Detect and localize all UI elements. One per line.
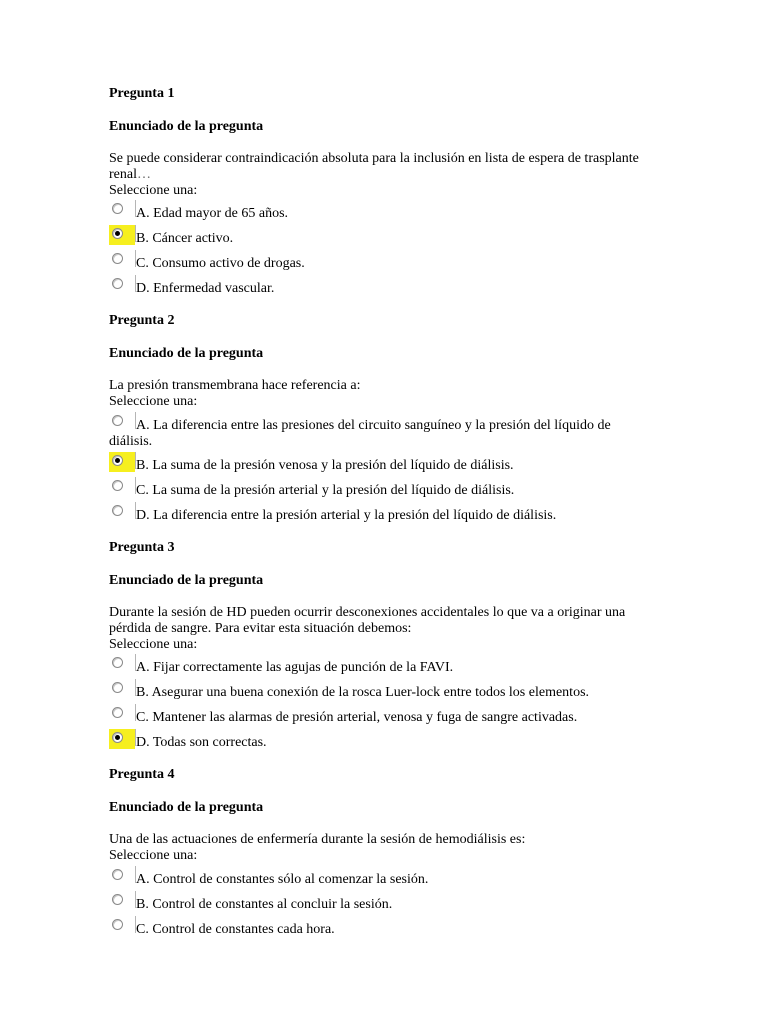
question-4-options (109, 866, 649, 941)
q3-option-b[interactable]: B. Asegurar una buena conexión de la rosca Luer-lock entre todos los elementos. (109, 679, 649, 704)
question-4-title: Pregunta 4 (109, 767, 175, 782)
question-3-prompt: Seleccione una: (109, 637, 198, 652)
q3-option-d[interactable]: D. Todas son correctas. (109, 729, 649, 754)
radio-selected-icon[interactable] (112, 228, 123, 239)
question-3-title: Pregunta 3 (109, 540, 175, 555)
question-4-statement-label: Enunciado de la pregunta (109, 800, 264, 815)
radio-selected-icon[interactable] (112, 455, 123, 466)
question-2-title: Pregunta 2 (109, 313, 175, 328)
q1-option-c[interactable]: C. Consumo activo de drogas. (109, 250, 649, 275)
question-2-prompt: Seleccione una: (109, 394, 198, 409)
question-2-text: La presión transmembrana hace referencia a: Seleccione una: (109, 378, 649, 410)
radio-unselected-icon[interactable] (112, 682, 123, 693)
radio-unselected-icon[interactable] (112, 869, 123, 880)
question-4-text: Una de las actuaciones de enfermería durante la sesión de hemodiálisis es: Seleccione una: (109, 832, 649, 864)
question-2-statement-label: Enunciado de la pregunta (109, 346, 264, 361)
q2-option-b[interactable]: B. La suma de la presión venosa y la presión del líquido de diálisis. (109, 452, 649, 477)
question-1-options (109, 200, 649, 300)
q3-option-a[interactable]: A. Fijar correctamente las agujas de punción de la FAVI. (109, 654, 649, 679)
radio-unselected-icon[interactable] (112, 505, 123, 516)
radio-unselected-icon[interactable] (112, 919, 123, 930)
question-4-prompt: Seleccione una: (109, 848, 198, 863)
q1-option-a[interactable]: A. Edad mayor de 65 años. (109, 200, 649, 225)
q1-option-d[interactable]: D. Enfermedad vascular. (109, 275, 649, 300)
radio-unselected-icon[interactable] (112, 278, 123, 289)
question-2-options (109, 412, 649, 527)
q4-option-a[interactable]: A. Control de constantes sólo al comenzar la sesión. (109, 866, 649, 891)
radio-selected-icon[interactable] (112, 732, 123, 743)
radio-unselected-icon[interactable] (112, 253, 123, 264)
q2-option-c[interactable]: C. La suma de la presión arterial y la presión del líquido de diálisis. (109, 477, 649, 502)
question-3-statement-label: Enunciado de la pregunta (109, 573, 264, 588)
question-1-statement-label: Enunciado de la pregunta (109, 119, 264, 134)
radio-unselected-icon[interactable] (112, 480, 123, 491)
question-3-options (109, 654, 649, 754)
radio-unselected-icon[interactable] (112, 894, 123, 905)
q2-option-d[interactable]: D. La diferencia entre la presión arterial y la presión del líquido de diálisis. (109, 502, 649, 527)
radio-unselected-icon[interactable] (112, 657, 123, 668)
question-1-title: Pregunta 1 (109, 86, 175, 101)
question-3-text: Durante la sesión de HD pueden ocurrir desconexiones accidentales lo que va a originar una pérdida de sangre. Para evitar esta situación debemos: Seleccione una: (109, 605, 649, 653)
radio-unselected-icon[interactable] (112, 203, 123, 214)
question-1-prompt: Seleccione una: (109, 183, 198, 198)
q4-option-c[interactable]: C. Control de constantes cada hora. (109, 916, 649, 941)
question-1-text: Se puede considerar contraindicación absoluta para la inclusión en lista de espera de trasplante renal… Seleccione una: (109, 151, 649, 199)
q2-option-a[interactable]: A. La diferencia entre las presiones del circuito sanguíneo y la presión del líquido de diálisis. (109, 412, 649, 452)
q3-option-c[interactable]: C. Mantener las alarmas de presión arterial, venosa y fuga de sangre activadas. (109, 704, 649, 729)
radio-unselected-icon[interactable] (112, 707, 123, 718)
q1-option-b[interactable]: B. Cáncer activo. (109, 225, 649, 250)
q4-option-b[interactable]: B. Control de constantes al concluir la sesión. (109, 891, 649, 916)
